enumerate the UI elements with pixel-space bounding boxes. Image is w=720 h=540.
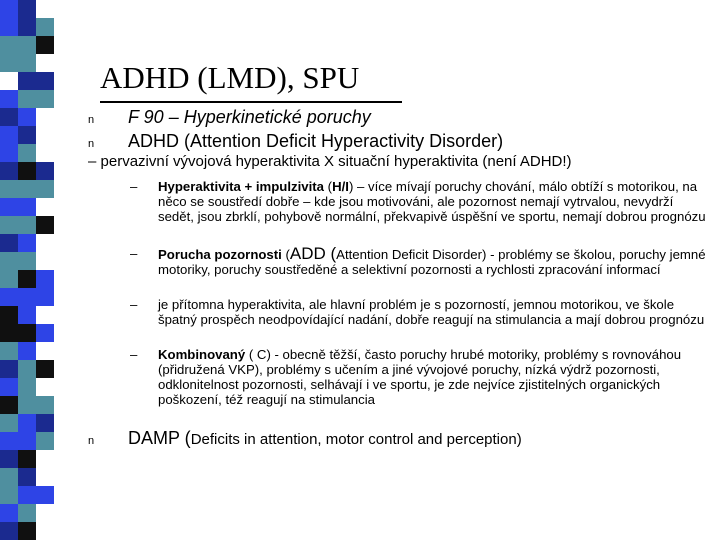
bullet-marker: n (88, 435, 95, 447)
subitem-code: ADD ( (289, 244, 337, 263)
subitem-code: H/I (332, 179, 349, 194)
bullet-item-damp: DAMP (Deficits in attention, motor control and perception) (128, 428, 522, 448)
decorative-block (36, 180, 54, 198)
decorative-block (18, 108, 36, 126)
subitem-bold: Hyperaktivita + impulzivita (158, 179, 325, 194)
decorative-block (18, 378, 36, 396)
dash-marker: – (130, 347, 138, 362)
subitem-text: Attention Deficit Disorder) - problémy se školou, poruchy jemné motoriky, poruchy soustředěné a selektivní pozornosti a rychlosti zpracování informací (158, 247, 706, 277)
decorative-block (36, 216, 54, 234)
subitem-attention: – Porucha pozornosti (ADD (Attention Deficit Disorder) - problémy se školou, poruchy jemné motoriky, poruchy soustředěné a selektivní pozornosti a rychlosti zpracování informací (130, 244, 706, 277)
decorative-block (36, 270, 54, 288)
decorative-block (36, 18, 54, 36)
decorative-block (36, 198, 54, 216)
decorative-block (36, 36, 54, 54)
subitem-bold: Kombinovaný (158, 347, 246, 362)
decorative-block (18, 252, 36, 270)
decorative-block (36, 72, 54, 90)
decorative-block (0, 414, 18, 432)
decorative-block (36, 108, 54, 126)
decorative-block (18, 144, 36, 162)
dash-line-pervasive (88, 153, 572, 170)
dash-line-text: pervazivní vývojová hyperaktivita X situační hyperaktivita (není ADHD!) (100, 153, 572, 170)
decorative-block (18, 270, 36, 288)
decorative-block (36, 378, 54, 396)
decorative-block (18, 324, 36, 342)
slide-title: ADHD (LMD), SPU (100, 60, 360, 95)
decorative-block (18, 522, 36, 540)
subitem-bold: Porucha pozornosti (158, 247, 282, 262)
decorative-block (0, 36, 18, 54)
decorative-block (18, 342, 36, 360)
bullet-item-f90: F 90 – Hyperkinetické poruchy (128, 107, 371, 127)
decorative-block (0, 108, 18, 126)
decorative-block (18, 54, 36, 72)
decorative-block (0, 324, 18, 342)
decorative-block (18, 36, 36, 54)
subitem-text: ) – více mívají poruchy chování, málo obtíží s motorikou, na něco se soustředí dobře – kde jsou motivováni, ale pozornost nemají vytrvalou, nevydrží sedět, jsou zbrklí, pohybově normální, překvapivě úspěšní ve sportu, nemají dobrou prognózu (158, 179, 706, 224)
decorative-block (0, 198, 18, 216)
decorative-block (0, 54, 18, 72)
dash-marker: – (130, 297, 138, 312)
decorative-block (0, 360, 18, 378)
dash-marker: – (88, 153, 97, 170)
decorative-block (36, 252, 54, 270)
bullet-marker: n (88, 138, 95, 150)
decorative-block (0, 252, 18, 270)
decorative-block (18, 432, 36, 450)
decorative-block (0, 0, 18, 18)
subitem-present (130, 297, 710, 327)
decorative-block (0, 450, 18, 468)
decorative-block (18, 90, 36, 108)
decorative-block (18, 414, 36, 432)
decorative-block (36, 54, 54, 72)
decorative-block (18, 306, 36, 324)
decorative-block (18, 126, 36, 144)
decorative-block (36, 432, 54, 450)
decorative-block (0, 378, 18, 396)
decorative-block (0, 306, 18, 324)
decorative-block (36, 288, 54, 306)
decorative-block (0, 522, 18, 540)
dash-marker: – (130, 179, 138, 194)
decorative-block (18, 468, 36, 486)
bullet-marker: n (88, 114, 95, 126)
decorative-block (36, 306, 54, 324)
decorative-block (36, 0, 54, 18)
decorative-block (36, 324, 54, 342)
decorative-block (18, 234, 36, 252)
decorative-block (36, 90, 54, 108)
decorative-block (36, 486, 54, 504)
decorative-block (36, 522, 54, 540)
decorative-block (36, 450, 54, 468)
decorative-block (36, 162, 54, 180)
decorative-block (36, 414, 54, 432)
decorative-block (36, 144, 54, 162)
dash-marker: – (130, 246, 138, 261)
decorative-block (0, 342, 18, 360)
subitem-combined (130, 347, 710, 407)
bullet-item-adhd: ADHD (Attention Deficit Hyperactivity Disorder) (128, 131, 504, 151)
decorative-block (18, 198, 36, 216)
decorative-block (36, 126, 54, 144)
decorative-block (18, 216, 36, 234)
subitem-text: je přítomna hyperaktivita, ale hlavní problém je s pozorností, jemnou motorikou, ve škole špatný prospěch neodpovídající nadání, dobře reagují na stimulancia a mají dobrou prognózu (158, 297, 705, 327)
decorative-block (18, 504, 36, 522)
decorative-block (0, 396, 18, 414)
subitem-text: ( C) - obecně těžší, často poruchy hrubé motoriky, problémy s rovnováhou (přidružená VKP), problémy s učením a jiné vývojové poruchy, nízká výdrž pozornosti, odklonitelnost pozornosti, selhávají i ve sportu, je zde nejvíce zjistitelných organických poškození, též reagují na stimulancia (158, 347, 682, 407)
decorative-block (0, 486, 18, 504)
decorative-block (36, 360, 54, 378)
decorative-block (18, 18, 36, 36)
decorative-block (36, 396, 54, 414)
title-underline (100, 101, 402, 103)
decorative-block (0, 216, 18, 234)
decorative-block (18, 0, 36, 18)
decorative-block (0, 432, 18, 450)
decorative-block (0, 270, 18, 288)
decorative-block (0, 288, 18, 306)
decorative-block (18, 180, 36, 198)
decorative-block (0, 90, 18, 108)
decorative-block (0, 468, 18, 486)
decorative-block (18, 396, 36, 414)
decorative-block (36, 504, 54, 522)
decorative-block (18, 162, 36, 180)
decorative-block (0, 162, 18, 180)
decorative-block (0, 144, 18, 162)
decorative-block (0, 234, 18, 252)
decorative-block (18, 72, 36, 90)
decorative-block (0, 180, 18, 198)
decorative-block (18, 450, 36, 468)
decorative-block (36, 468, 54, 486)
decorative-block (18, 360, 36, 378)
decorative-block (18, 486, 36, 504)
decorative-block (18, 288, 36, 306)
decorative-block-strip (0, 0, 60, 540)
decorative-block (0, 18, 18, 36)
decorative-block (36, 342, 54, 360)
decorative-block (36, 234, 54, 252)
decorative-block (0, 72, 18, 90)
decorative-block (0, 126, 18, 144)
subitem-hyperactivity: – Hyperaktivita + impulzivita (H/I) – více mívají poruchy chování, málo obtíží s motorikou, na něco se soustředí dobře – kde jsou motivováni, ale pozornost nemají vytrvalou, nevydrží sedět, jsou zbrklí, pohybově normální, překvapivě úspěšní ve sportu, nemají dobrou prognózu (130, 179, 706, 224)
decorative-block (0, 504, 18, 522)
